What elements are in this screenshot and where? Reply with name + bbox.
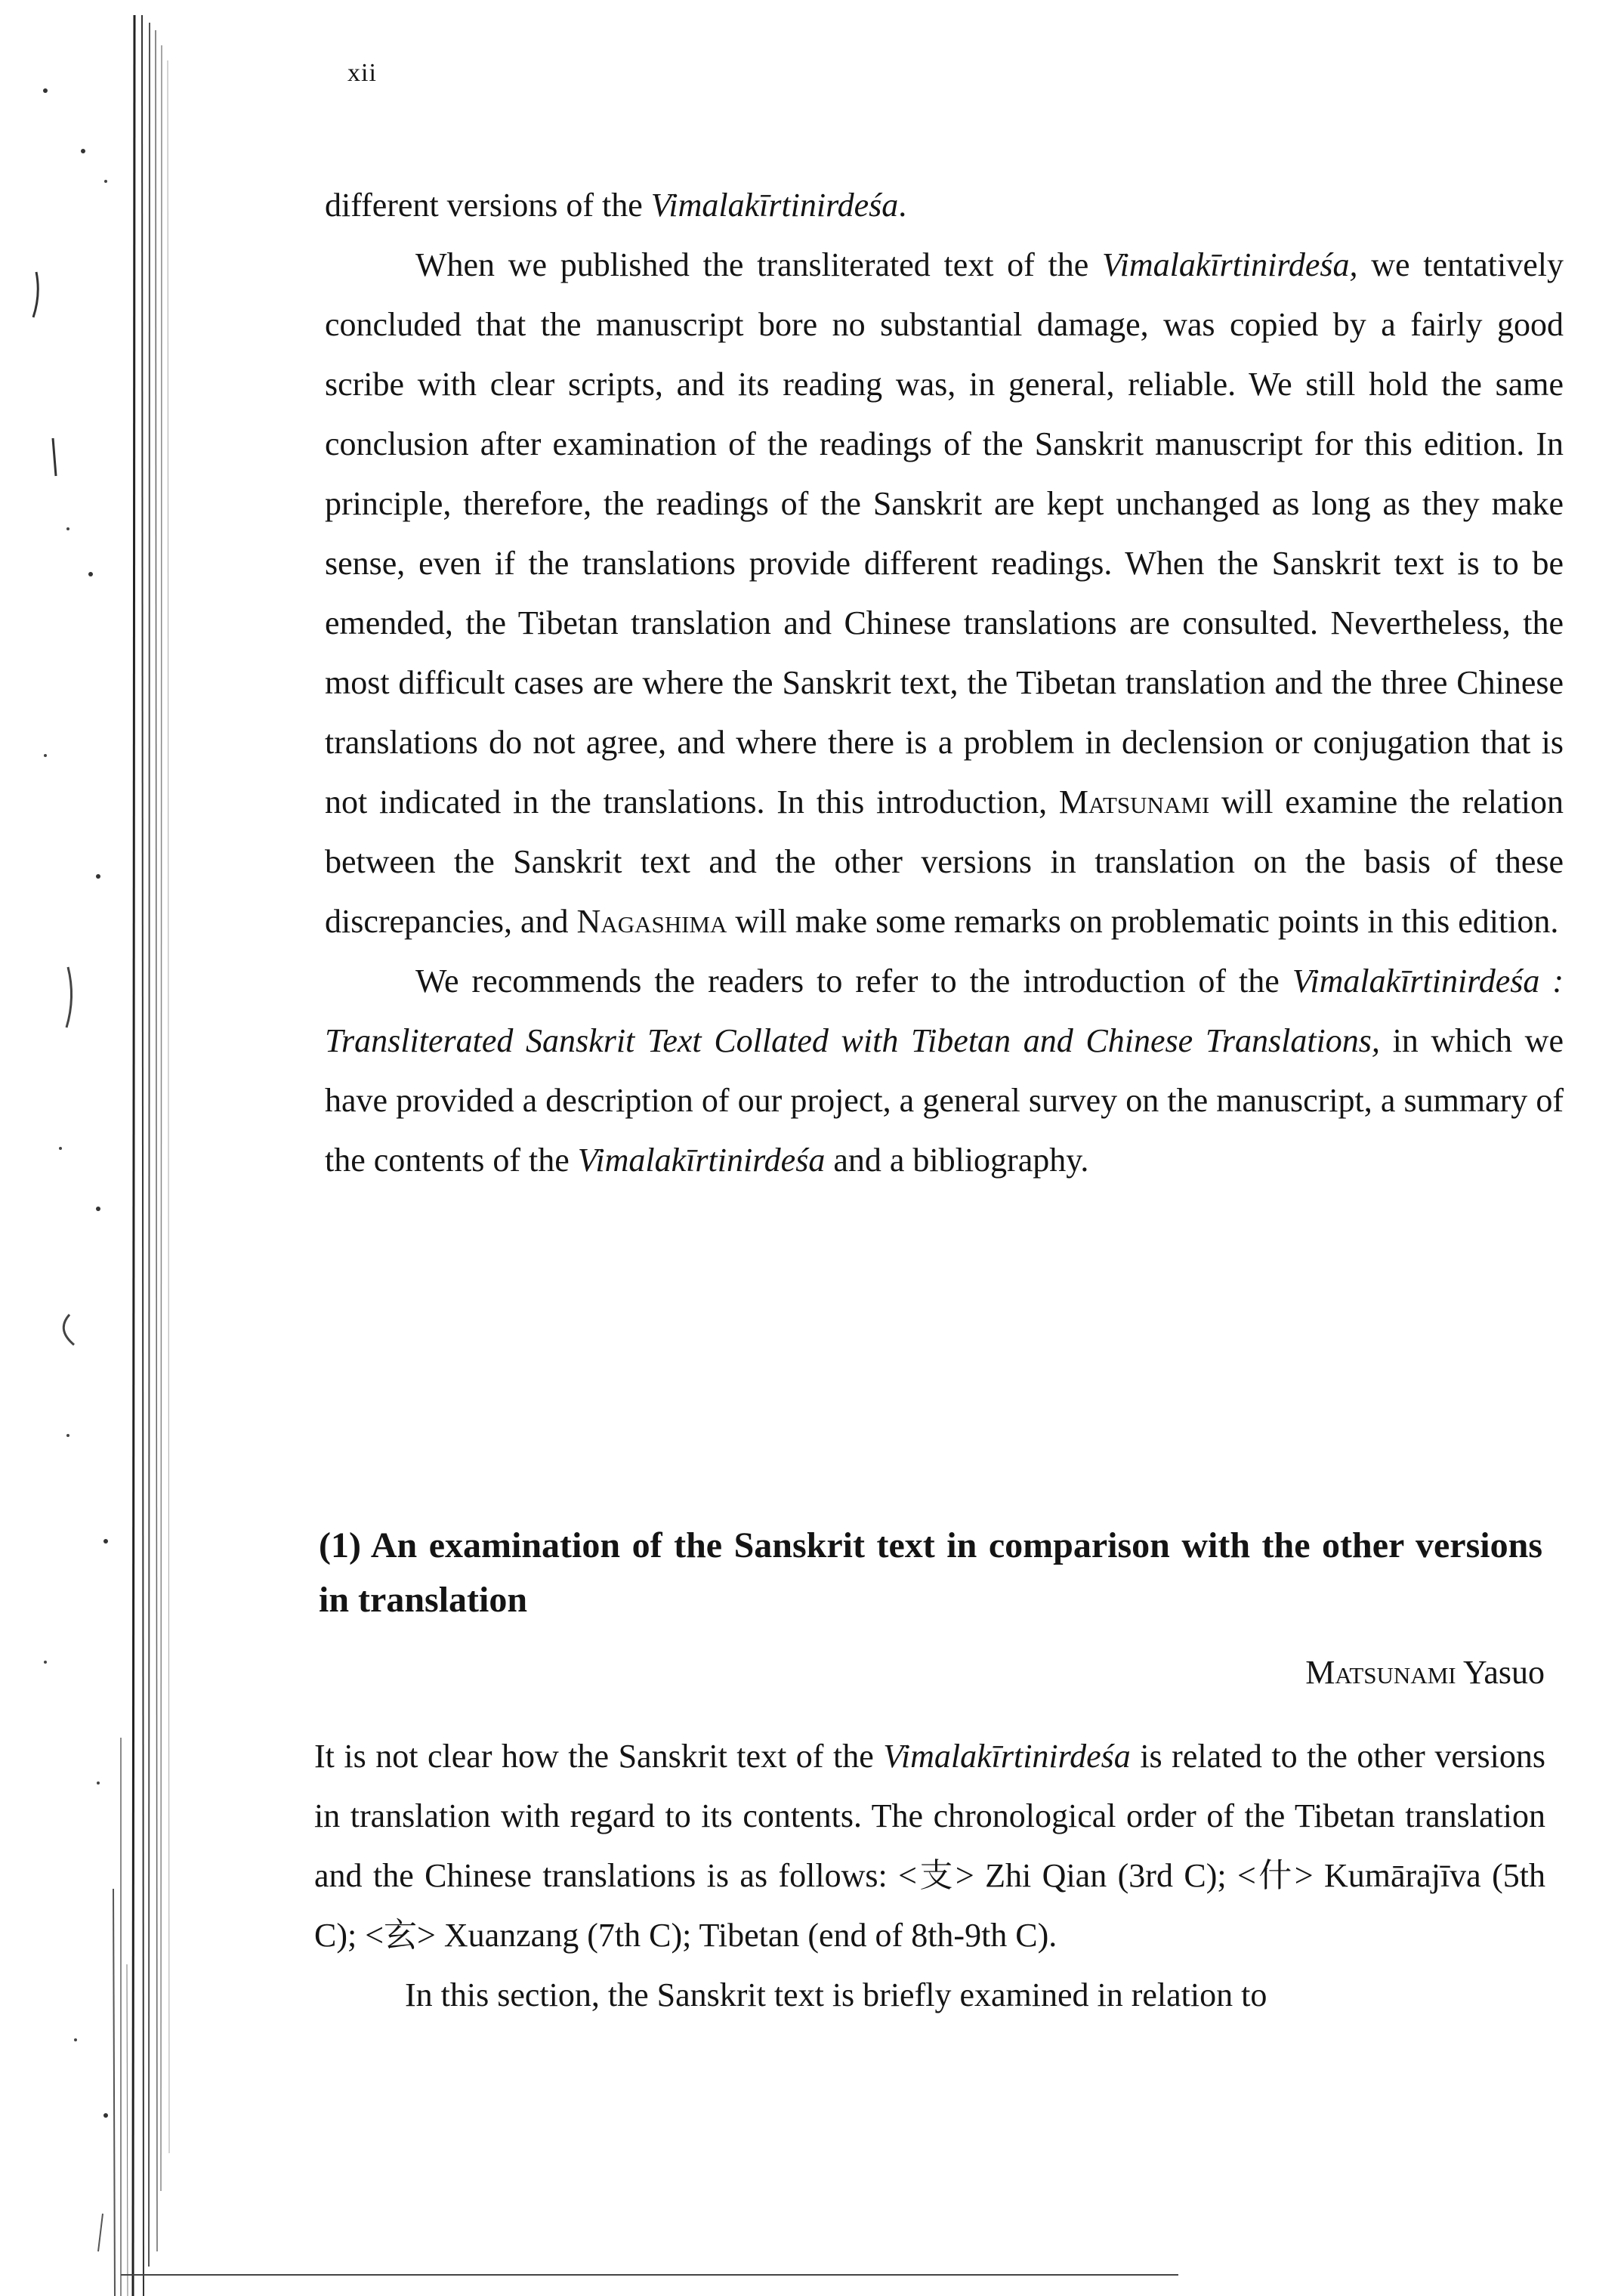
paragraph-continued: different versions of the Vimalakīrtinirdeśa. [325, 187, 907, 224]
author-name: Matsunami [1058, 783, 1210, 820]
paragraph-chronology: It is not clear how the Sanskrit text of the Vimalakīrtinirdeśa is related to the other versions in translation with regard to its contents. The chronological order of the Tibetan translation and the Chinese translations is as follows: <支> Zhi Qian (3rd C); <什> Kumārajīva (5th C); <玄> Xuanzang (7th C); Tibetan (end of 8th-9th C). [314, 1738, 1545, 1954]
work-title: Vimalakīrtinirdeśa [650, 187, 899, 224]
paragraph-recommendation: We recommends the readers to refer to the introduction of the Vimalakīrtinirdeśa : Transliterated Sanskrit Text Collated with Tibetan and Chinese Translations, in which we have provided a description of our project, a general survey on the manuscript, a summary of the contents of the Vimalakīrtinirdeśa and a bibliography. [325, 963, 1564, 1179]
author-name: Nagashima [576, 903, 727, 940]
footer-rule [121, 2274, 1178, 2276]
book-title: Vimalakīrtinirdeśa : Transliterated Sanskrit Text Collated with Tibetan and Chinese Translations, [325, 963, 1564, 1059]
page-number: xii [347, 59, 377, 87]
work-title: Vimalakīrtinirdeśa [883, 1738, 1131, 1775]
body-text-bottom [314, 1726, 1545, 2025]
binding-margin-lines [0, 0, 181, 2296]
paragraph-section-intro: In this section, the Sanskrit text is briefly examined in relation to [405, 1976, 1267, 2013]
section-heading: (1) An examination of the Sanskrit text in comparison with the other versions in translation [319, 1525, 1542, 1620]
paragraph-editorial-policy: When we published the transliterated text of the Vimalakīrtinirdeśa, we tentatively concluded that the manuscript bore no substantial damage, was copied by a fairly good scribe with clear scripts, and its reading was, in general, reliable. We still hold the same conclusion after examination of the readings of the Sanskrit manuscript for this edition. In principle, therefore, the readings of the Sanskrit are kept unchanged as long as they make sense, even if the translations provide different readings. When the Sanskrit text is to be emended, the Tibetan translation and Chinese translations are consulted. Nevertheless, the most difficult cases are where the Sanskrit text, the Tibetan translation and the three Chinese translations do not agree, and where there is a problem in declension or conjugation that is not indicated in the translations. In this introduction, Matsunami will examine the relation between the Sanskrit text and the other versions in translation on the basis of these discrepancies, and Nagashima will make some remarks on problematic points in this edition. [325, 246, 1564, 940]
body-text-top [325, 175, 1564, 1190]
work-title: Vimalakīrtinirdeśa [577, 1142, 826, 1179]
section-author: Matsunami Yasuo [1305, 1654, 1545, 1691]
work-title: Vimalakīrtinirdeśa, [1102, 246, 1358, 283]
